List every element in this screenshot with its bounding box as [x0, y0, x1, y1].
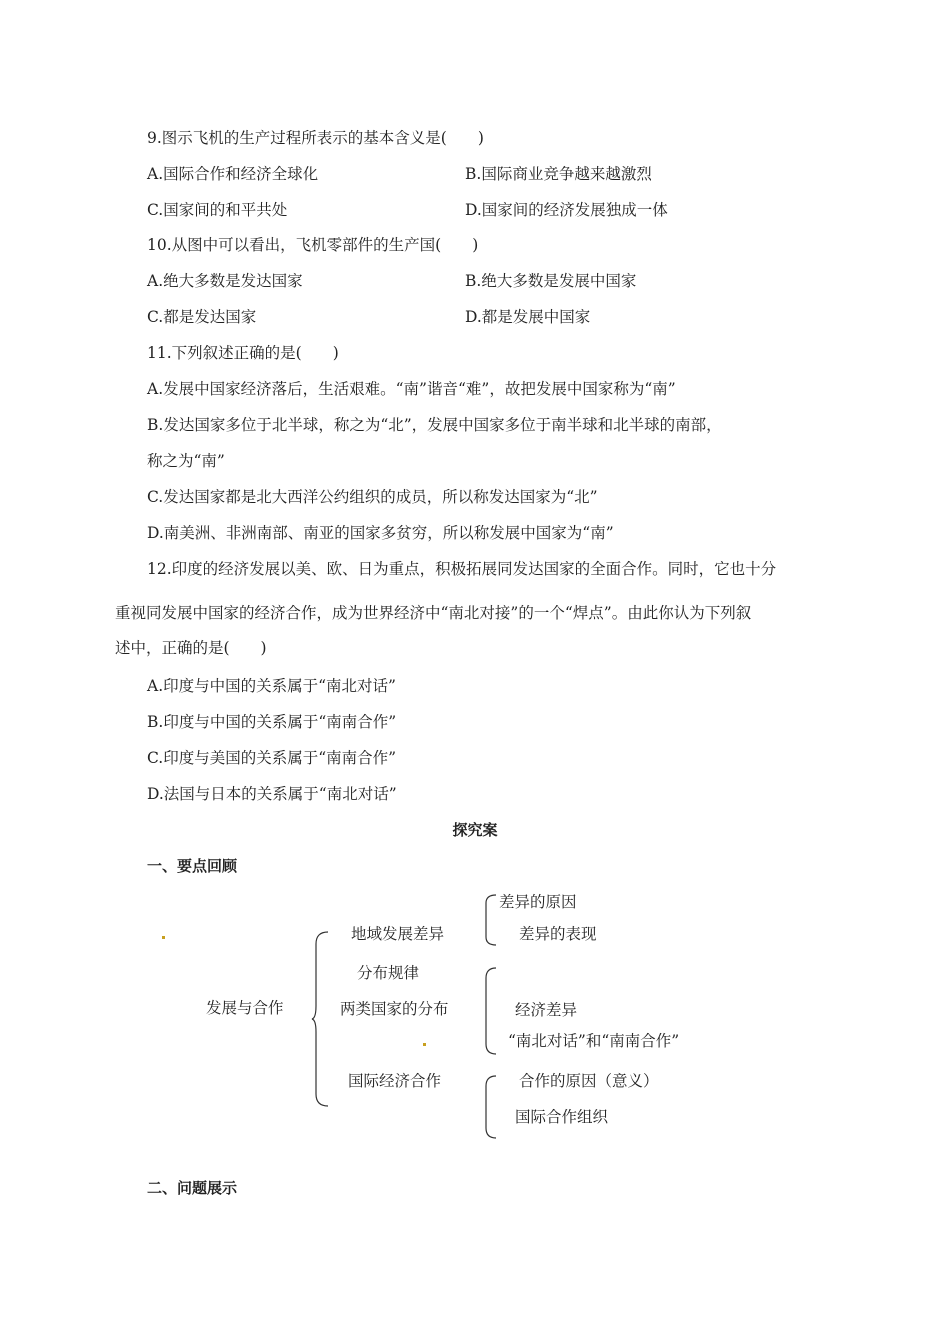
diagram-branch-distribution-rule: 分布规律 [357, 964, 420, 982]
q11-option-c: C.发达国家都是北大西洋公约组织的成员，所以称发达国家为“北” [147, 488, 598, 506]
diagram-sub-north-south-dialogue: “南北对话”和“南南合作” [508, 1032, 680, 1050]
diagram-sub-cooperation-organizations: 国际合作组织 [515, 1108, 609, 1126]
q9-option-a: A.国际合作和经济全球化 [147, 165, 319, 183]
q10-stem: 10.从图中可以看出，飞机零部件的生产国( ) [147, 236, 479, 254]
q10-option-b: B.绝大多数是发展中国家 [465, 272, 637, 290]
decorative-dot [423, 1043, 426, 1046]
q9-option-c: C.国家间的和平共处 [147, 201, 288, 219]
diagram-sub-economic-difference: 经济差异 [515, 1001, 578, 1019]
q11-option-a: A.发展中国家经济落后，生活艰难。“南”谐音“难”，故把发展中国家称为“南” [147, 380, 676, 398]
diagram-sub-cooperation-reason: 合作的原因（意义） [519, 1072, 659, 1090]
q12-stem-line1: 12.印度的经济发展以美、欧、日为重点，积极拓展同发达国家的全面合作。同时，它也十分 [147, 560, 777, 578]
diagram-sub-difference-manifestation: 差异的表现 [519, 925, 597, 943]
diagram-sub-difference-cause: 差异的原因 [499, 893, 577, 911]
q12-stem-line2: 重视同发展中国家的经济合作，成为世界经济中“南北对接”的一个“焊点”。由此你认为下列叙 [115, 604, 752, 622]
q9-stem: 9.图示飞机的生产过程所表示的基本含义是( ) [147, 129, 484, 147]
q9-option-d: D.国家间的经济发展独成一体 [465, 201, 668, 219]
diagram-branch-regional-difference: 地域发展差异 [351, 925, 445, 943]
diagram-branch-two-country-types: 两类国家的分布 [340, 1000, 449, 1018]
branch1-brace [482, 893, 498, 947]
q12-option-d: D.法国与日本的关系属于“南北对话” [147, 785, 397, 803]
q11-option-d: D.南美洲、非洲南部、南亚的国家多贫穷，所以称发展中国家为“南” [147, 524, 614, 542]
q9-option-b: B.国际商业竞争越来越激烈 [465, 165, 652, 183]
branch3-brace [482, 1074, 498, 1140]
branch2-brace [482, 966, 498, 1056]
section-title: 探究案 [452, 821, 498, 839]
q11-option-b-line2: 称之为“南” [147, 452, 225, 470]
q10-option-a: A.绝大多数是发达国家 [147, 272, 303, 290]
diagram-root: 发展与合作 [206, 999, 284, 1017]
q10-option-d: D.都是发展中国家 [465, 308, 591, 326]
decorative-dot [162, 936, 165, 939]
q12-stem-line3: 述中，正确的是( ) [115, 639, 267, 657]
q12-option-b: B.印度与中国的关系属于“南南合作” [147, 713, 397, 731]
q10-option-c: C.都是发达国家 [147, 308, 257, 326]
q12-option-c: C.印度与美国的关系属于“南南合作” [147, 749, 397, 767]
q12-option-a: A.印度与中国的关系属于“南北对话” [147, 677, 396, 695]
root-brace [312, 930, 332, 1108]
part2-heading: 二、问题展示 [147, 1179, 238, 1197]
q11-option-b-line1: B.发达国家多位于北半球，称之为“北”，发展中国家多位于南半球和北半球的南部， [147, 416, 722, 434]
diagram-branch-international-cooperation: 国际经济合作 [348, 1072, 442, 1090]
part1-heading: 一、要点回顾 [147, 857, 238, 875]
q11-stem: 11.下列叙述正确的是( ) [147, 344, 339, 362]
